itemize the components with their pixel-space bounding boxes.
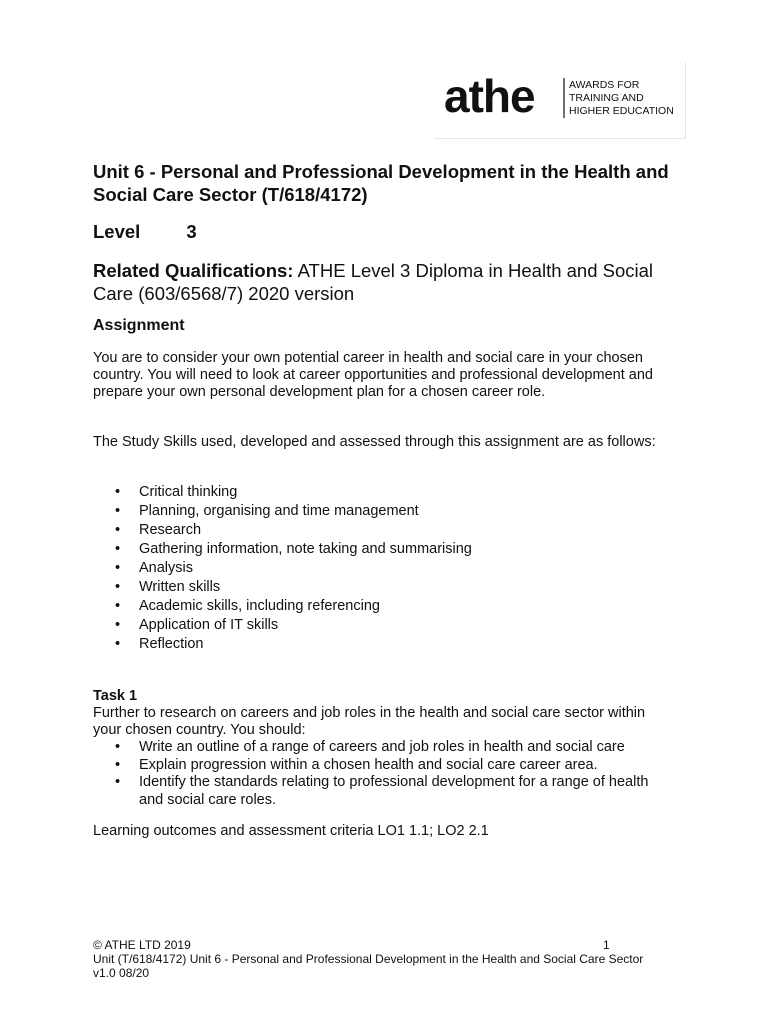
bullet: •	[115, 579, 121, 595]
skill-text: Research	[139, 522, 202, 538]
footer-unit-reference: Unit (T/618/4172) Unit 6 - Personal and Professional Development in the Health and Social Care Sector v1.0 08/20	[93, 952, 644, 980]
skill-text: Written skills	[139, 579, 221, 595]
bullet: •	[115, 739, 121, 755]
list-item	[93, 559, 653, 578]
list-item	[93, 521, 653, 540]
list-item	[93, 502, 653, 521]
level-line	[93, 220, 197, 243]
study-skills-intro: The Study Skills used, developed and assessed through this assignment are as follows:	[93, 434, 656, 450]
logo-tagline-line-3: HIGHER EDUCATION	[569, 105, 674, 117]
bullet: •	[115, 522, 121, 538]
task-1-heading: Task 1	[93, 688, 138, 704]
related-qualifications	[93, 259, 693, 305]
page-footer	[93, 938, 653, 980]
related-qualifications-value: ATHE Level 3 Diploma in Health and Social Care (603/6568/7) 2020 version	[93, 260, 654, 304]
logo-tagline-line-1: AWARDS FOR	[569, 79, 640, 91]
list-item	[93, 774, 673, 809]
list-item	[93, 739, 673, 757]
list-item	[93, 483, 653, 502]
list-item	[93, 578, 653, 597]
bullet: •	[115, 617, 121, 633]
unit-title: Unit 6 - Personal and Professional Development in the Health and Social Care Sector (T/618/4172)	[93, 161, 669, 205]
learning-outcomes: Learning outcomes and assessment criteria LO1 1.1; LO2 2.1	[93, 823, 489, 839]
bullet: •	[115, 636, 121, 652]
assignment-intro: You are to consider your own potential career in health and social care in your chosen country. You will need to look at career opportunities and professional development and prepare your own personal development plan for a chosen career role.	[93, 350, 653, 400]
level-label: Level	[93, 221, 141, 242]
task-1-list	[93, 739, 673, 809]
list-item	[93, 757, 673, 775]
list-item	[93, 540, 653, 559]
footer-row	[93, 938, 653, 952]
logo-tagline-line-2: TRAINING AND	[569, 92, 644, 104]
list-item	[93, 597, 653, 616]
skill-text: Application of IT skills	[139, 617, 279, 633]
assignment-heading: Assignment	[93, 317, 185, 334]
list-item	[93, 616, 653, 635]
task-item-text: Explain progression within a chosen health and social care career area.	[139, 756, 598, 773]
skill-text: Analysis	[139, 560, 193, 576]
bullet: •	[115, 541, 121, 557]
athe-logo-graphic	[434, 62, 686, 139]
skill-text: Academic skills, including referencing	[139, 598, 380, 614]
skill-text: Planning, organising and time management	[139, 503, 419, 519]
athe-logo	[434, 62, 686, 139]
skill-text: Critical thinking	[139, 484, 238, 500]
task-1-intro: Further to research on careers and job roles in the health and social care sector within your chosen country. You should:	[93, 705, 646, 738]
skill-text: Gathering information, note taking and summarising	[139, 541, 472, 557]
page-number: 1	[603, 938, 610, 952]
footer-copyright: © ATHE LTD 2019	[93, 938, 191, 952]
task-item-text: Identify the standards relating to professional development for a range of health and social care roles.	[139, 774, 649, 808]
level-value: 3	[186, 221, 197, 242]
logo-wordmark: athe	[444, 70, 535, 122]
list-item	[93, 635, 653, 654]
bullet: •	[115, 598, 121, 614]
bullet: •	[115, 774, 121, 790]
task-item-text: Write an outline of a range of careers and job roles in health and social care	[139, 739, 625, 755]
skill-text: Reflection	[139, 636, 204, 652]
bullet: •	[115, 756, 121, 773]
related-qualifications-label: Related Qualifications:	[93, 260, 294, 281]
bullet: •	[115, 484, 121, 500]
bullet: •	[115, 560, 121, 576]
study-skills-list	[93, 483, 653, 654]
bullet: •	[115, 503, 121, 519]
